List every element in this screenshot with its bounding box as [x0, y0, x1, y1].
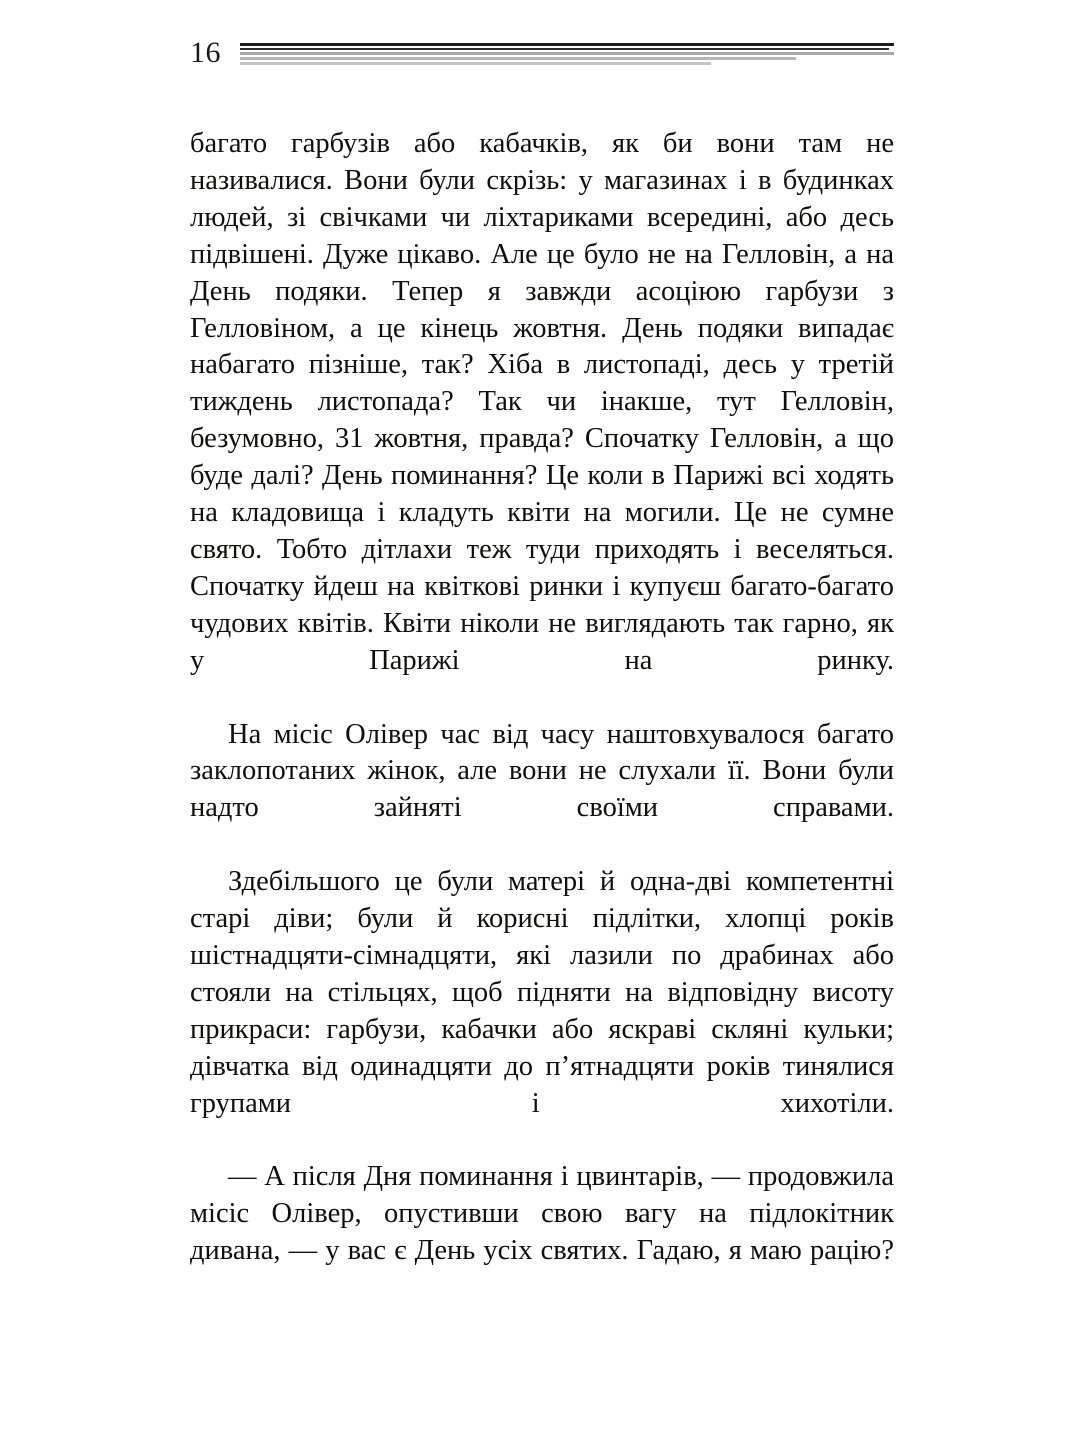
header-rule-line-2 — [240, 48, 889, 50]
page-number: 16 — [190, 36, 221, 69]
paragraph: багато гарбузів або кабачків, як би вони там не називалися. Вони були скрізь: у магазинах і в будинках людей, зі свічками чи ліхтариками всередині, або десь підвішені. Дуже цікаво. Але це було не на Гелловін, а на День подяки. Тепер я завжди асоціюю гарбузи з Гелловіном, а це кінець жовтня. День подяки випадає набагато пізніше, так? Хіба в листопаді, десь у третій тиждень листопада? Так чи інакше, тут Гелловін, безумовно, 31 жовтня, правда? Спочатку Гелловін, а що буде далі? День поминання? Це коли в Парижі всі ходять на кладовища і кладуть квіти на могили. Це не сумне свято. Тобто дітлахи теж туди приходять і веселяться. Спочатку йдеш на квіткові ринки і купуєш багато-багато чудових квітів. Квіти ніколи не виглядають так гарно, як у Парижі на ринку. — [190, 128, 894, 676]
running-head — [190, 36, 894, 82]
paragraph: — А після Дня поминання і цвинтарів, — продовжила місіс Олівер, опустивши свою вагу на підлокітник дивана, — у вас є День усіх святих. Гадаю, я маю рацію? — [190, 1161, 894, 1267]
header-rule-line-3 — [240, 52, 894, 55]
header-rule-line-1 — [240, 43, 894, 46]
paragraph: На місіс Олівер час від часу наштовхувалося багато заклопотаних жінок, але вони не слухали її. Вони були надто зайняті своїми справами. — [190, 718, 894, 824]
body-text-block — [190, 126, 894, 1307]
header-rule-ornament — [240, 43, 894, 69]
header-rule-line-5 — [240, 62, 711, 65]
header-rule-line-4 — [240, 57, 796, 60]
paragraph: Здебільшого це були матері й одна-дві компетентні старі діви; були й корисні підлітки, хлопці років шістнадцяти-сімнадцяти, які лазили по драбинах або стояли на стільцях, щоб підняти на відповідну висоту прикраси: гарбузи, кабачки або яскраві скляні кульки; дівчатка від одинадцяти до п’ятнадцяти років тинялися групами і хихотіли. — [190, 866, 894, 1119]
